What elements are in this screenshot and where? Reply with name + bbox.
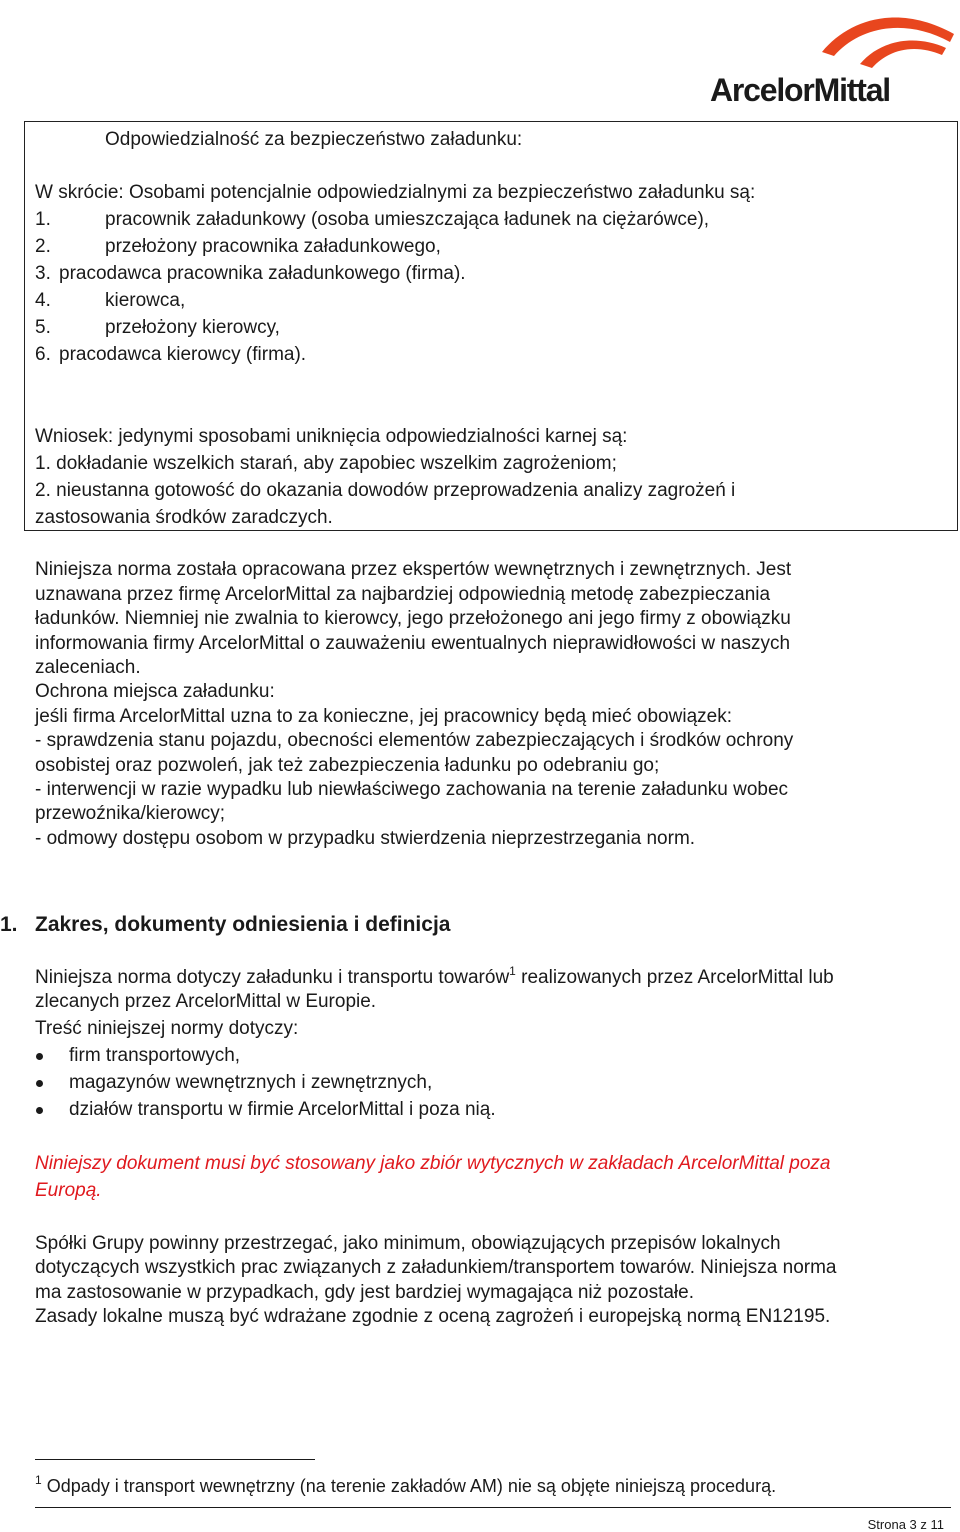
intro-line: ładunków. Niemniej nie zwalnia to kierowcy, jego przełożonego ani jego firmy z obowiązku <box>35 608 791 629</box>
section-number: 1. <box>0 913 18 936</box>
conclusion-item: 2. nieustanna gotowość do okazania dowodów przeprowadzenia analizy zagrożeń i <box>35 480 736 501</box>
p1-text-b: realizowanych przez ArcelorMittal lub <box>515 967 834 988</box>
bullet-item: działów transportu w firmie ArcelorMittal i poza nią. <box>69 1099 496 1120</box>
conclusion-item: 1. dokładanie wszelkich starań, aby zapobiec wszelkim zagrożeniom; <box>35 453 617 474</box>
list-item: pracodawca pracownika załadunkowego (firma). <box>59 263 466 284</box>
section-p1-line: zlecanych przez ArcelorMittal w Europie. <box>35 991 377 1012</box>
logo-swoosh-icon <box>710 4 956 74</box>
protection-line: - odmowy dostępu osobom w przypadku stwierdzenia nieprzestrzegania norm. <box>35 828 696 849</box>
protection-line: przewoźnika/kierowcy; <box>35 803 226 824</box>
list-item: pracodawca kierowcy (firma). <box>59 344 307 365</box>
intro-line: Niniejsza norma została opracowana przez ekspertów wewnętrznych i zewnętrznych. Jest <box>35 559 792 580</box>
footnote-divider <box>35 1459 315 1460</box>
section-title: Zakres, dokumenty odniesienia i definicja <box>35 913 451 936</box>
footnote-text: Odpady i transport wewnętrzny (na terenie zakładów AM) nie są objęte niniejszą procedurą. <box>41 1476 777 1496</box>
section-p2-line: dotyczących wszystkich prac związanych z załadunkiem/transportem towarów. Niniejsza norma <box>35 1257 837 1278</box>
red-note: Niniejszy dokument musi być stosowany jako zbiór wytycznych w zakładach ArcelorMittal poza <box>35 1153 831 1174</box>
footnote <box>35 1474 776 1495</box>
conclusion-item: zastosowania środków zaradczych. <box>35 507 333 528</box>
box-title: Odpowiedzialność za bezpieczeństwo załadunku: <box>105 129 523 150</box>
logo-wordmark: ArcelorMittal <box>710 72 890 108</box>
arcelormittal-logo <box>710 4 956 108</box>
footer-divider <box>35 1507 951 1508</box>
intro-line: zaleceniach. <box>35 657 141 678</box>
protection-line: - sprawdzenia stanu pojazdu, obecności elementów zabezpieczających i środków ochrony <box>35 730 794 751</box>
bullet-icon <box>36 1107 43 1114</box>
list-item: przełożony pracownika załadunkowego, <box>105 236 441 257</box>
p1-text-a: Niniejsza norma dotyczy załadunku i transportu towarów <box>35 967 510 988</box>
section-p2-line: Spółki Grupy powinny przestrzegać, jako minimum, obowiązujących przepisów lokalnych <box>35 1233 781 1254</box>
bullet-item: magazynów wewnętrznych i zewnętrznych, <box>69 1072 433 1093</box>
protection-line: jeśli firma ArcelorMittal uzna to za konieczne, jej pracownicy będą mieć obowiązek: <box>35 706 732 727</box>
list-num: 3. <box>35 263 51 284</box>
protection-line: - interwencji w razie wypadku lub niewłaściwego zachowania na terenie załadunku wobec <box>35 779 789 800</box>
list-item: pracownik załadunkowy (osoba umieszczająca ładunek na ciężarówce), <box>105 209 710 230</box>
red-note: Europą. <box>35 1180 102 1201</box>
applies-to: Treść niniejszej normy dotyczy: <box>35 1018 299 1039</box>
list-item: przełożony kierowcy, <box>105 317 280 338</box>
bullet-icon <box>36 1053 43 1060</box>
list-num: 4. <box>35 290 51 311</box>
section-p2-line: Zasady lokalne muszą być wdrażane zgodnie z oceną zagrożeń i europejską normą EN12195. <box>35 1306 831 1327</box>
list-num: 2. <box>35 236 51 257</box>
intro-line: uznawana przez firmę ArcelorMittal za najbardziej odpowiednią metodę zabezpieczania <box>35 584 771 605</box>
conclusion-title: Wniosek: jedynymi sposobami uniknięcia odpowiedzialności karnej są: <box>35 426 628 447</box>
list-num: 6. <box>35 344 51 365</box>
bullet-icon <box>36 1080 43 1087</box>
section-p1-line <box>35 965 834 987</box>
list-num: 1. <box>35 209 51 230</box>
list-item: kierowca, <box>105 290 186 311</box>
protection-title: Ochrona miejsca załadunku: <box>35 681 275 702</box>
section-p2-line: ma zastosowanie w przypadkach, gdy jest bardziej wymagająca niż pozostałe. <box>35 1282 694 1303</box>
page-number: Strona 3 z 11 <box>867 1517 944 1532</box>
footnote-ref: 1 <box>509 964 516 978</box>
footnote-number: 1 <box>35 1473 42 1487</box>
box-intro: W skrócie: Osobami potencjalnie odpowiedzialnymi za bezpieczeństwo załadunku są: <box>35 182 756 203</box>
intro-line: informowania firmy ArcelorMittal o zauważeniu ewentualnych nieprawidłowości w naszych <box>35 633 791 654</box>
list-num: 5. <box>35 317 51 338</box>
protection-line: osobistej oraz pozwoleń, jak też zabezpieczenia ładunku po odebraniu go; <box>35 755 660 776</box>
bullet-item: firm transportowych, <box>69 1045 241 1066</box>
